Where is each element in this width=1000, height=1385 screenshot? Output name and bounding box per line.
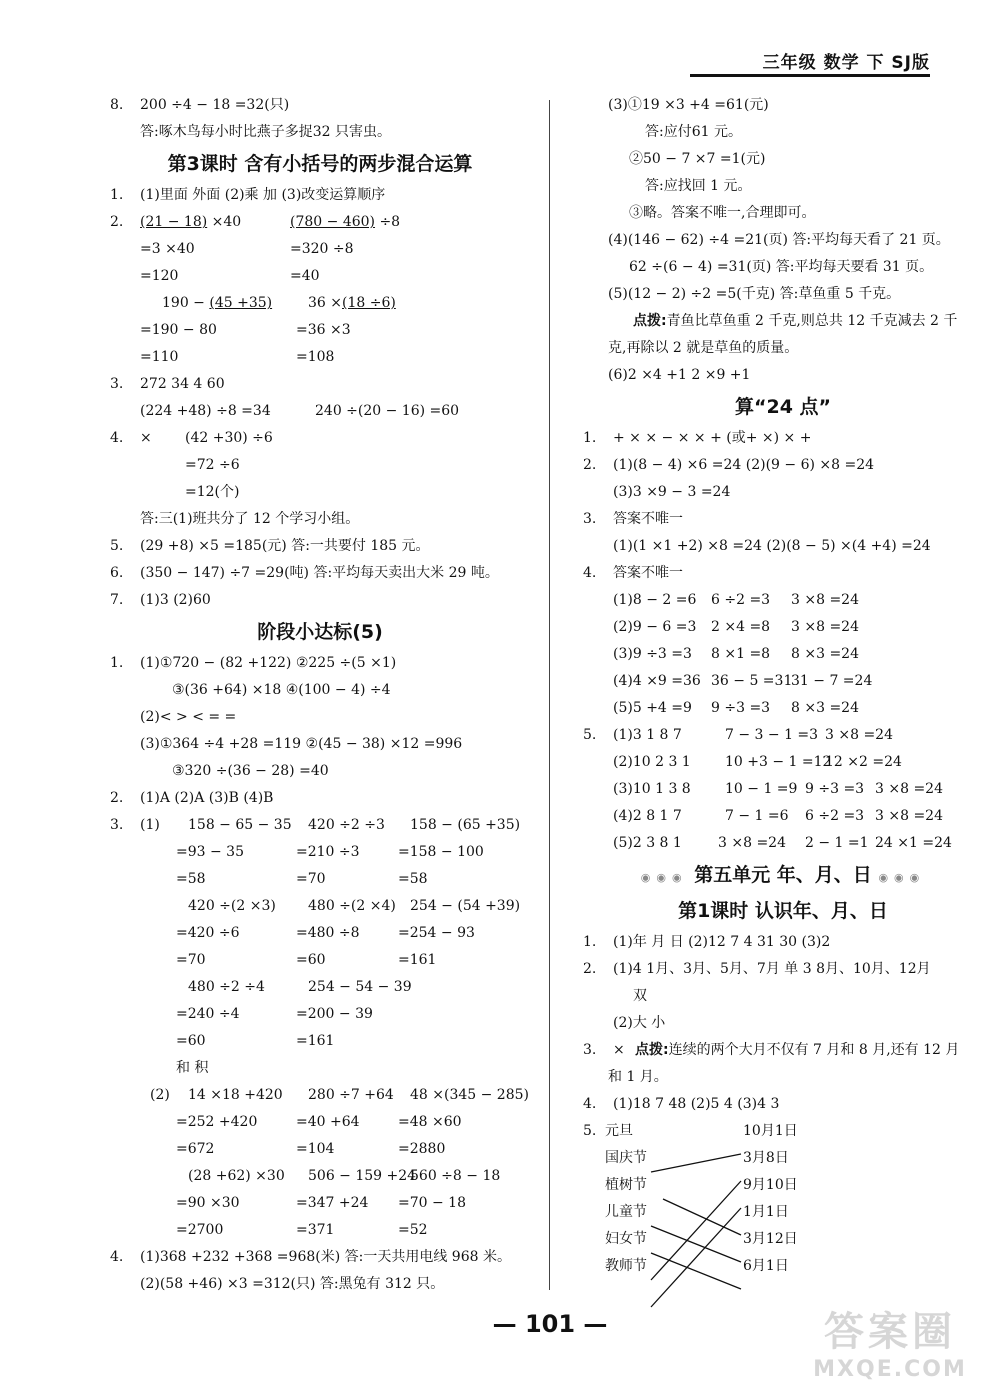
tip-line: 点拨:青鱼比草鱼重 2 千克,则总共 12 千克减去 2 千 [633, 313, 958, 329]
answer-line: 答:三(1)班共分了 12 个学习小组。 [140, 511, 360, 527]
calc-step: 480 ÷2 ÷4 [188, 979, 265, 995]
calc-step: 36 ×(18 ÷6) [308, 295, 396, 311]
q-number: 2. [583, 961, 597, 977]
calc-step: 48 ×(345 − 285) [410, 1087, 529, 1103]
date-label: 3月12日 [743, 1231, 798, 1247]
q-number: 3. [110, 817, 124, 833]
answer-line: (2)< > < = = [140, 709, 237, 725]
answer-line: (1)里面 外面 (2)乘 加 (3)改变运算顺序 [140, 187, 386, 203]
answer-line: (6)2 ×4 +1 2 ×9 +1 [608, 367, 751, 383]
calc-step: 3 ×8 =24 [718, 835, 786, 851]
q-number: 4. [110, 1249, 124, 1265]
q-number: 1. [583, 430, 597, 446]
lesson-title: 第3课时 含有小括号的两步混合运算 [167, 153, 473, 175]
calc-step: =158 − 100 [398, 844, 484, 860]
calc-step: =52 [398, 1222, 428, 1238]
match-line [651, 1208, 741, 1307]
answer-line: (224 +48) ÷8 =34 [140, 403, 271, 419]
q-number: 5. [583, 727, 597, 743]
answer-line: (2)大 小 [613, 1015, 666, 1031]
answer-line: (1)4 1月、3月、5月、7月 单 3 8月、10月、12月 [613, 961, 931, 977]
q-number: 3. [583, 1042, 597, 1058]
calc-step: =252 +420 [176, 1114, 258, 1130]
calc-step: =72 ÷6 [185, 457, 240, 473]
answer-line: (5)(12 − 2) ÷2 =5(千克) 答:草鱼重 5 千克。 [608, 286, 901, 302]
calc-step: =58 [176, 871, 206, 887]
answer-line: ③(36 +64) ×18 ④(100 − 4) ÷4 [172, 682, 391, 698]
calc-step: 3 ×8 =24 [875, 781, 943, 797]
match-line [651, 1154, 741, 1172]
calc-step: (5)2 3 8 1 [613, 835, 682, 851]
calc-step: 36 − 5 =31 [711, 673, 793, 689]
date-label: 6月1日 [743, 1258, 789, 1274]
answer-line: (4)(146 − 62) ÷4 =21(页) 答:平均每天看了 21 页。 [608, 232, 950, 248]
calc-step: 190 − (45 +35) [162, 295, 273, 311]
tip-line: 克,再除以 2 就是草鱼的质量。 [608, 340, 799, 356]
answer-mark: × [613, 1042, 625, 1058]
answer-line: + × × − × × + (或+ ×) × + [613, 430, 812, 446]
answer-line: ③320 ÷(36 − 28) =40 [172, 763, 329, 779]
calc-step: 480 ÷(2 ×4) [308, 898, 396, 914]
calc-step: =480 ÷8 [296, 925, 360, 941]
calc-step: =3 ×40 [140, 241, 195, 257]
calc-step: 2 − 1 =1 [805, 835, 869, 851]
date-label: 3月8日 [743, 1150, 789, 1166]
festival-label: 国庆节 [605, 1150, 647, 1166]
calc-step: =70 [176, 952, 206, 968]
calc-step: 31 − 7 =24 [791, 673, 873, 689]
calc-step: =70 − 18 [398, 1195, 466, 1211]
q-number: 7. [110, 592, 124, 608]
calc-step: =12(个) [185, 484, 240, 500]
calc-step: =40 +64 [296, 1114, 360, 1130]
answer-line: (1)A (2)A (3)B (4)B [140, 790, 274, 806]
calc-step: =58 [398, 871, 428, 887]
answer-line: 答:应付61 元。 [645, 124, 742, 140]
answer-line: ②50 − 7 ×7 =1(元) [629, 151, 766, 167]
calc-step: =90 ×30 [176, 1195, 240, 1211]
calc-step: =672 [176, 1141, 215, 1157]
matching-lines [583, 1140, 783, 1310]
calc-step: 12 ×2 =24 [825, 754, 902, 770]
calc-step: (1)3 1 8 7 [613, 727, 682, 743]
answer-line: 答:啄木鸟每小时比燕子多捉32 只害虫。 [140, 124, 391, 140]
answer-line: (1)18 7 48 (2)5 4 (3)4 3 [613, 1096, 780, 1112]
decor-dots-icon: ◉◉◉ [640, 871, 688, 884]
answer-line: (1)(8 − 4) ×6 =24 (2)(9 − 6) ×8 =24 [613, 457, 875, 473]
calc-step: =420 ÷6 [176, 925, 240, 941]
answer-line: 答案不唯一 [613, 511, 683, 527]
calc-step: 7 − 1 =6 [725, 808, 789, 824]
calc-step: 2 ×4 =8 [711, 619, 771, 635]
calc-step: (780 − 460) ÷8 [290, 214, 401, 230]
calc-step: 420 ÷(2 ×3) [188, 898, 276, 914]
calc-step: 6 ÷2 =3 [711, 592, 771, 608]
calc-step: 9 ÷3 =3 [711, 700, 771, 716]
answer-line: (3)①364 ÷4 +28 =119 ②(45 − 38) ×12 =996 [140, 736, 463, 752]
q-number: 3. [583, 511, 597, 527]
tip-line: 点拨:连续的两个大月不仅有 7 月和 8 月,还有 12 月 [635, 1042, 960, 1058]
calc-step: (4)4 ×9 =36 [613, 673, 701, 689]
page-number: — 101 — [492, 1310, 608, 1338]
calc-step: 10 +3 − 1 =12 [725, 754, 832, 770]
answer-line: 200 ÷4 − 18 =32(只) [140, 97, 290, 113]
section-title: 算“24 点” [734, 396, 832, 418]
calc-step: =108 [296, 349, 335, 365]
calc-step: =161 [398, 952, 437, 968]
calc-step: =2880 [398, 1141, 446, 1157]
page-header: 三年级 数学 下 SJ版 [762, 53, 930, 73]
q-number: 1. [110, 655, 124, 671]
calc-step: =347 +24 [296, 1195, 369, 1211]
q-number: 8. [110, 97, 124, 113]
section-title: 阶段小达标(5) [257, 621, 383, 643]
calc-step: (28 +62) ×30 [188, 1168, 285, 1184]
answer-line: 272 34 4 60 [140, 376, 225, 392]
q-number: 4. [583, 1096, 597, 1112]
q-number: 6. [110, 565, 124, 581]
calc-step: =161 [296, 1033, 335, 1049]
calc-step: =93 − 35 [176, 844, 244, 860]
answer-line: 答案不唯一 [613, 565, 683, 581]
answer-line: (1)3 (2)60 [140, 592, 211, 608]
calc-step: 3 ×8 =24 [791, 592, 859, 608]
date-label: 9月10日 [743, 1177, 798, 1193]
answer-line: (3)①19 ×3 +4 =61(元) [608, 97, 769, 113]
q-number: 5. [583, 1123, 597, 1139]
tip-line: 和 1 月。 [608, 1069, 668, 1085]
answer-line: 答:应找回 1 元。 [645, 178, 752, 194]
answer-line: (29 +8) ×5 =185(元) 答:一共要付 185 元。 [140, 538, 430, 554]
calc-step: =40 [290, 268, 320, 284]
calc-step: (3)10 1 3 8 [613, 781, 691, 797]
match-line [651, 1181, 741, 1280]
calc-step: 158 − 65 − 35 [188, 817, 292, 833]
calc-step: 3 ×8 =24 [791, 619, 859, 635]
answer-line: 双 [633, 988, 647, 1004]
q-number: 5. [110, 538, 124, 554]
calc-step: 3 ×8 =24 [875, 808, 943, 824]
answer-line: (3)3 ×9 − 3 =24 [613, 484, 731, 500]
part-label: (1) [140, 817, 160, 833]
unit-title: ◉◉◉ 第五单元 年、月、日 ◉◉◉ [640, 864, 926, 886]
left-column [110, 92, 530, 1298]
date-label: 10月1日 [743, 1123, 798, 1139]
calc-step: 280 ÷7 +64 [308, 1087, 394, 1103]
calc-step: =190 − 80 [140, 322, 217, 338]
calc-step: 8 ×1 =8 [711, 646, 771, 662]
calc-step: =48 ×60 [398, 1114, 462, 1130]
calc-step: (2)10 2 3 1 [613, 754, 691, 770]
right-column [583, 92, 983, 1280]
calc-step: =254 − 93 [398, 925, 475, 941]
date-label: 1月1日 [743, 1204, 789, 1220]
calc-step: (4)2 8 1 7 [613, 808, 682, 824]
calc-step: (1)8 − 2 =6 [613, 592, 697, 608]
answer-line: (2)(58 +46) ×3 =312(只) 答:黑兔有 312 只。 [140, 1276, 445, 1292]
calc-step: 158 − (65 +35) [410, 817, 521, 833]
calc-step: =36 ×3 [296, 322, 351, 338]
answer-line: 62 ÷(6 − 4) =31(页) 答:平均每天要看 31 页。 [629, 259, 934, 275]
calc-step: =2700 [176, 1222, 224, 1238]
q-number: 2. [110, 214, 124, 230]
calc-step: 8 ×3 =24 [791, 700, 859, 716]
calc-step: 506 − 159 +24 [308, 1168, 417, 1184]
watermark-url: MXQE.COM [813, 1357, 967, 1382]
q-number: 1. [583, 934, 597, 950]
answer-line: 和 积 [176, 1060, 209, 1076]
calc-step: (42 +30) ÷6 [185, 430, 273, 446]
calc-step: =240 ÷4 [176, 1006, 240, 1022]
q-number: 4. [583, 565, 597, 581]
calc-step: 6 ÷2 =3 [805, 808, 865, 824]
calc-step: 3 ×8 =24 [825, 727, 893, 743]
calc-step: 254 − (54 +39) [410, 898, 521, 914]
column-divider [549, 100, 550, 1290]
festival-label: 妇女节 [605, 1231, 647, 1247]
answer-mark: × [140, 430, 152, 446]
festival-label: 植树节 [605, 1177, 647, 1193]
answer-line: (1)368 +232 +368 =968(米) 答:一天共用电线 968 米。 [140, 1249, 511, 1265]
q-number: 4. [110, 430, 124, 446]
calc-step: 560 ÷8 − 18 [410, 1168, 501, 1184]
calc-step: =320 ÷8 [290, 241, 354, 257]
festival-label: 元旦 [605, 1123, 633, 1139]
calc-step: 24 ×1 =24 [875, 835, 952, 851]
calc-step: (5)5 +4 =9 [613, 700, 692, 716]
calc-step: 14 ×18 +420 [188, 1087, 283, 1103]
q-number: 3. [110, 376, 124, 392]
calc-step: 420 ÷2 ÷3 [308, 817, 385, 833]
calc-step: =60 [296, 952, 326, 968]
calc-step: 8 ×3 =24 [791, 646, 859, 662]
calc-step: 254 − 54 − 39 [308, 979, 412, 995]
calc-step: (2)9 − 6 =3 [613, 619, 697, 635]
answer-line: 240 ÷(20 − 16) =60 [315, 403, 460, 419]
answer-line: (1)(1 ×1 +2) ×8 =24 (2)(8 − 5) ×(4 +4) =24 [613, 538, 931, 554]
answer-line: (1)年 月 日 (2)12 7 4 31 30 (3)2 [613, 934, 831, 950]
answer-line: (350 − 147) ÷7 =29(吨) 答:平均每天卖出大米 29 吨。 [140, 565, 499, 581]
calc-step: (3)9 ÷3 =3 [613, 646, 692, 662]
q-number: 2. [583, 457, 597, 473]
watermark-text: 答案圈 [824, 1309, 956, 1355]
calc-step: (21 − 18) ×40 [140, 214, 242, 230]
q-number: 2. [110, 790, 124, 806]
calc-step: =60 [176, 1033, 206, 1049]
calc-step: =200 − 39 [296, 1006, 373, 1022]
decor-dots-icon: ◉◉◉ [878, 871, 926, 884]
answer-line: ③略。答案不唯一,合理即可。 [629, 205, 816, 221]
calc-step: 10 − 1 =9 [725, 781, 798, 797]
calc-step: =110 [140, 349, 179, 365]
header-rule [690, 74, 930, 77]
festival-label: 儿童节 [605, 1204, 647, 1220]
answer-line: (1)①720 − (82 +122) ②225 ÷(5 ×1) [140, 655, 397, 671]
calc-step: =70 [296, 871, 326, 887]
calc-step: 7 − 3 − 1 =3 [725, 727, 819, 743]
calc-step: =210 ÷3 [296, 844, 360, 860]
festival-label: 教师节 [605, 1258, 647, 1274]
q-number: 1. [110, 187, 124, 203]
watermark-logo [790, 1300, 990, 1382]
match-line [663, 1199, 741, 1235]
calc-step: =104 [296, 1141, 335, 1157]
lesson-title: 第1课时 认识年、月、日 [678, 900, 888, 922]
calc-step: =120 [140, 268, 179, 284]
calc-step: 9 ÷3 =3 [805, 781, 865, 797]
part-label: (2) [150, 1087, 170, 1103]
calc-step: =371 [296, 1222, 335, 1238]
